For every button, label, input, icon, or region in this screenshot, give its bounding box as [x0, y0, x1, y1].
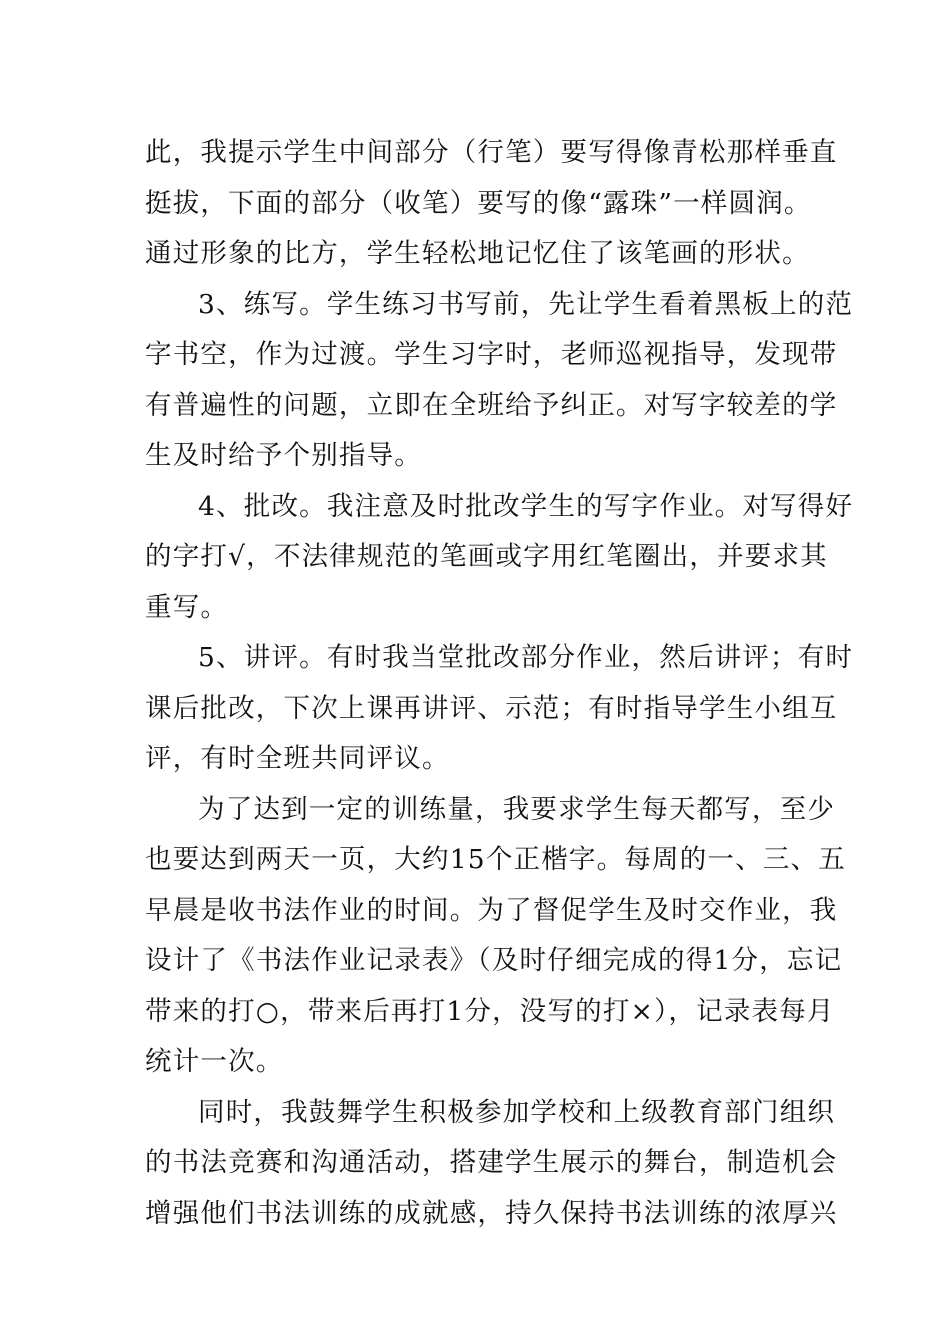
text-line: 有普遍性的问题，立即在全班给予纠正。对写字较差的学 [145, 389, 838, 421]
text-line: 重写。 [145, 591, 229, 623]
text-line: 早晨是收书法作业的时间。为了督促学生及时交作业，我 [145, 894, 838, 926]
text-line: 统计一次。 [145, 1046, 284, 1077]
text-line: 生及时给予个别指导。 [145, 440, 422, 471]
text-line: 为了达到一定的训练量，我要求学生每天都写，至少 [198, 793, 836, 825]
text-line: 3、练写。学生练习书写前，先让学生看着黑板上的范 [198, 288, 854, 320]
document-body [145, 128, 854, 1239]
text-line: 带来的打○，带来后再打1分，没写的打×），记录表每月 [145, 995, 835, 1027]
paragraph-6 [145, 1088, 838, 1240]
paragraph-4 [145, 633, 854, 785]
text-line: 此，我提示学生中间部分（行笔）要写得像青松那样垂直 [145, 137, 838, 168]
text-line: 设计了《书法作业记录表》（及时仔细完成的得1分，忘记 [145, 945, 843, 976]
paragraph-5 [145, 785, 846, 1088]
text-line: 课后批改，下次上课再讲评、示范；有时指导学生小组互 [145, 692, 838, 724]
text-line: 增强他们书法训练的成就感，持久保持书法训练的浓厚兴 [145, 1197, 838, 1229]
paragraph-3 [145, 482, 854, 634]
text-line: 评，有时全班共同评议。 [145, 743, 450, 774]
text-line: 也要达到两天一页，大约15个正楷字。每周的一、三、五 [145, 844, 846, 875]
paragraph-1 [145, 128, 838, 280]
paragraph-2 [145, 280, 854, 482]
text-line: 的书法竞赛和沟通活动，搭建学生展示的舞台，制造机会 [145, 1147, 838, 1178]
text-line: 字书空，作为过渡。学生习字时，老师巡视指导，发现带 [145, 339, 838, 370]
text-line: 同时，我鼓舞学生积极参加学校和上级教育部门组织 [198, 1096, 836, 1128]
text-line: 4、批改。我注意及时批改学生的写字作业。对写得好 [198, 490, 854, 522]
text-line: 通过形象的比方，学生轻松地记忆住了该笔画的形状。 [145, 238, 810, 269]
text-line: 5、讲评。有时我当堂批改部分作业，然后讲评；有时 [198, 642, 854, 673]
text-line: 挺拔，下面的部分（收笔）要写的像“露珠”一样圆润。 [145, 187, 812, 219]
text-line: 的字打√，不法律规范的笔画或字用红笔圈出，并要求其 [145, 541, 828, 572]
